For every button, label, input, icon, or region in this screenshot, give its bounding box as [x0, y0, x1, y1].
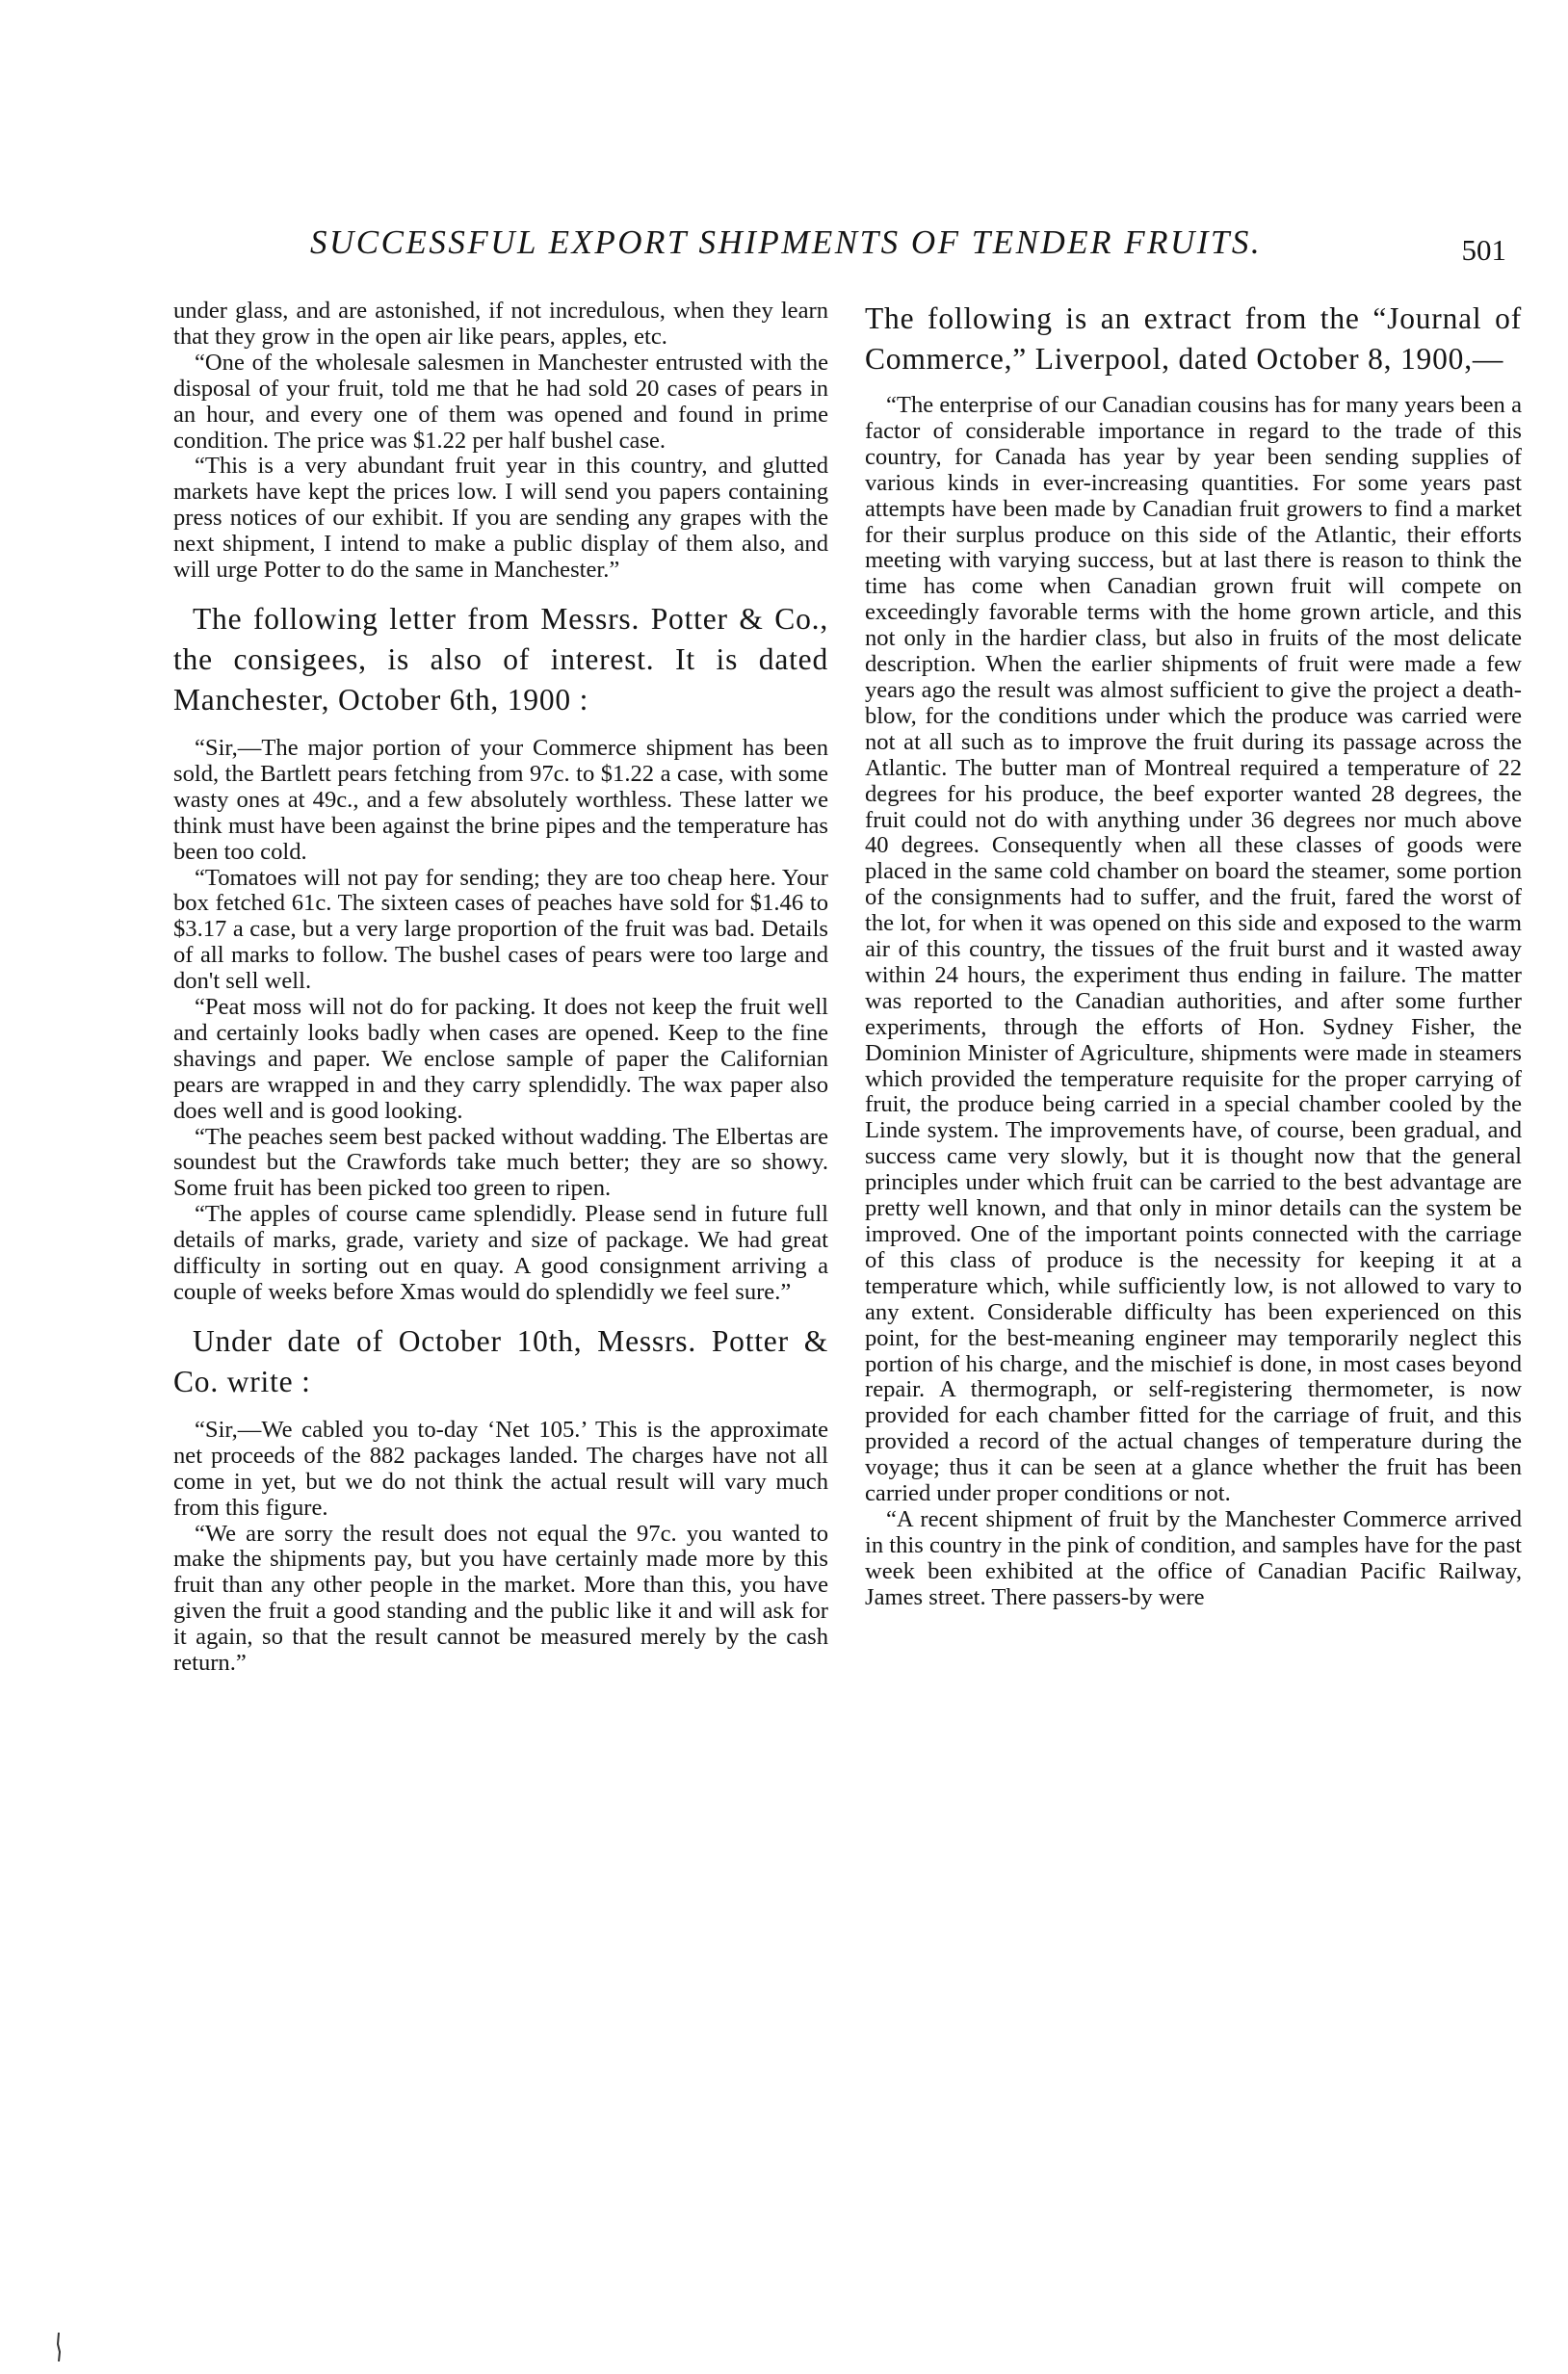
left-column [173, 299, 828, 1677]
october-10-intro: Under date of October 10th, Messrs. Potter & Co. write : [173, 1323, 828, 1398]
page-number: 501 [1461, 233, 1506, 267]
running-head [0, 223, 1568, 272]
left-paragraph-6: “Peat moss will not do for packing. It does not keep the fruit well and certainly looks badly when cases are opened. Keep to the fine shavings and paper. We enclose sample of paper the Californian pears are wrapped in and they carry splendidly. The wax paper also does well and is good looking. [173, 994, 828, 1124]
left-paragraph-8: “The apples of course came splendidly. Please send in future full details of marks, grade, variety and size of package. We had great difficulty in sorting out en quay. A good consignment arriving a couple of weeks before Xmas would do splendidly we feel sure.” [173, 1201, 828, 1305]
left-paragraph-3: “This is a very abundant fruit year in this country, and glutted markets have kept the prices low. I will send you papers containing press notices of our exhibit. If you are sending any grapes with the next shipment, I intend to make a public display of them also, and will urge Potter to do the same in Manchester.” [173, 453, 828, 584]
left-paragraph-4: “Sir,—The major portion of your Commerce shipment has been sold, the Bartlett pears fetching from 97c. to $1.22 a case, with some wasty ones at 49c., and a few absolutely worthless. These latter we think must have been against the brine pipes and the temperature has been too cold. [173, 734, 828, 865]
left-paragraph-10: “We are sorry the result does not equal the 97c. you wanted to make the shipments pay, but you have certainly made more by this fruit than any other people in the market. More than this, you have given the fruit a good standing and the public like it and will ask for it again, so that the result cannot be measured merely by the cash return.” [173, 1520, 828, 1677]
left-paragraph-7: “The peaches seem best packed without wadding. The Elbertas are soundest but the Crawfords take much better; they are so showy. Some fruit has been picked too green to ripen. [173, 1123, 828, 1202]
right-paragraph-2: “A recent shipment of fruit by the Manchester Commerce arrived in this country in the pink of condition, and samples have for the past week been exhibited at the office of Canadian Pacific Railway, James street. There passers-by were [865, 1505, 1522, 1610]
right-paragraph-1: “The enterprise of our Canadian cousins has for many years been a factor of considerable importance in regard to the trade of this country, for Canada has year by year been sending supplies of various kinds in ever-increasing quantities. For some years past attempts have been made by Canadian fruit growers to find a market for their surplus produce on this side of the Atlantic, their efforts meeting with varying success, but at last there is reason to think the time has come when Canadian grown fruit will compete on exceedingly favorable terms with the home grown article, and this not only in the hardier class, but also in fruits of the most delicate description. When the earlier shipments of fruit were made a few years ago the result was almost sufficient to give the project a death-blow, for the conditions under which the produce was carried were not at all such as to improve the fruit during its passage across the Atlantic. The butter man of Montreal required a temperature of 22 degrees for his produce, the beef exporter wanted 28 degrees, the fruit could not do with anything under 36 degrees nor much above 40 degrees. Consequently when all these classes of goods were placed in the same cold chamber on board the steamer, some portion of the consignments had to suffer, and the fruit, fared the worst of the lot, for when it was opened on this side and exposed to the warm air of this country, the tissues of the fruit burst and it wasted away within 24 hours, the experiment thus ending in failure. The matter was reported to the Canadian authorities, and after some further experiments, through the efforts of Hon. Sydney Fisher, the Dominion Minister of Agriculture, shipments were made in steamers which provided the temperature requisite for the proper carrying of fruit, the produce being carried in a special chamber cooled by the Linde system. The improvements have, of course, been gradual, and success came very slowly, but it is thought now that the general principles under which fruit can be carried to the best advantage are pretty well known, and that only in minor details can the system be improved. One of the important points connected with the carriage of this class of produce is the necessity for keeping it at a temperature which, while sufficiently low, is not allowed to vary to any extent. Considerable difficulty has been experienced on this point, for the best-meaning engineer may temporarily neglect this portion of his charge, and the mischief is done, in most cases beyond repair. A thermograph, or self-registering thermometer, is now provided for each chamber fitted for the carriage of fruit, and this provided a record of the actual changes of temperature during the voyage; thus it can be seen at a glance whether the fruit has been carried under proper conditions or not. [865, 392, 1522, 1507]
left-paragraph-2: “One of the wholesale salesmen in Manchester entrusted with the disposal of your fruit, told me that he had sold 20 cases of pears in an hour, and every one of them was opened and found in prime condition. The price was $1.22 per half bushel case. [173, 349, 828, 454]
journal-extract-intro: The following is an extract from the “Journal of Commerce,” Liverpool, dated October 8, 1900,— [865, 301, 1522, 376]
left-paragraph-1: under glass, and are astonished, if not incredulous, when they learn that they grow in the open air like pears, apples, etc. [173, 298, 828, 350]
margin-ink-mark [56, 2333, 62, 2361]
left-paragraph-9: “Sir,—We cabled you to-day ‘Net 105.’ This is the approximate net proceeds of the 882 packages landed. The charges have not all come in yet, but we do not think the actual result will vary much from this figure. [173, 1416, 828, 1521]
potter-letter-intro: The following letter from Messrs. Potter & Co., the consigees, is also of interest. It is dated Manchester, October 6th, 1900 : [173, 601, 828, 717]
running-title: SUCCESSFUL EXPORT SHIPMENTS OF TENDER FRUITS. [310, 223, 1263, 261]
right-column [865, 299, 1522, 1611]
left-paragraph-5: “Tomatoes will not pay for sending; they are too cheap here. Your box fetched 61c. The sixteen cases of peaches have sold for $1.46 to $3.17 a case, but a very large proportion of the fruit was bad. Details of all marks to follow. The bushel cases of pears were too large and don't sell well. [173, 864, 828, 995]
